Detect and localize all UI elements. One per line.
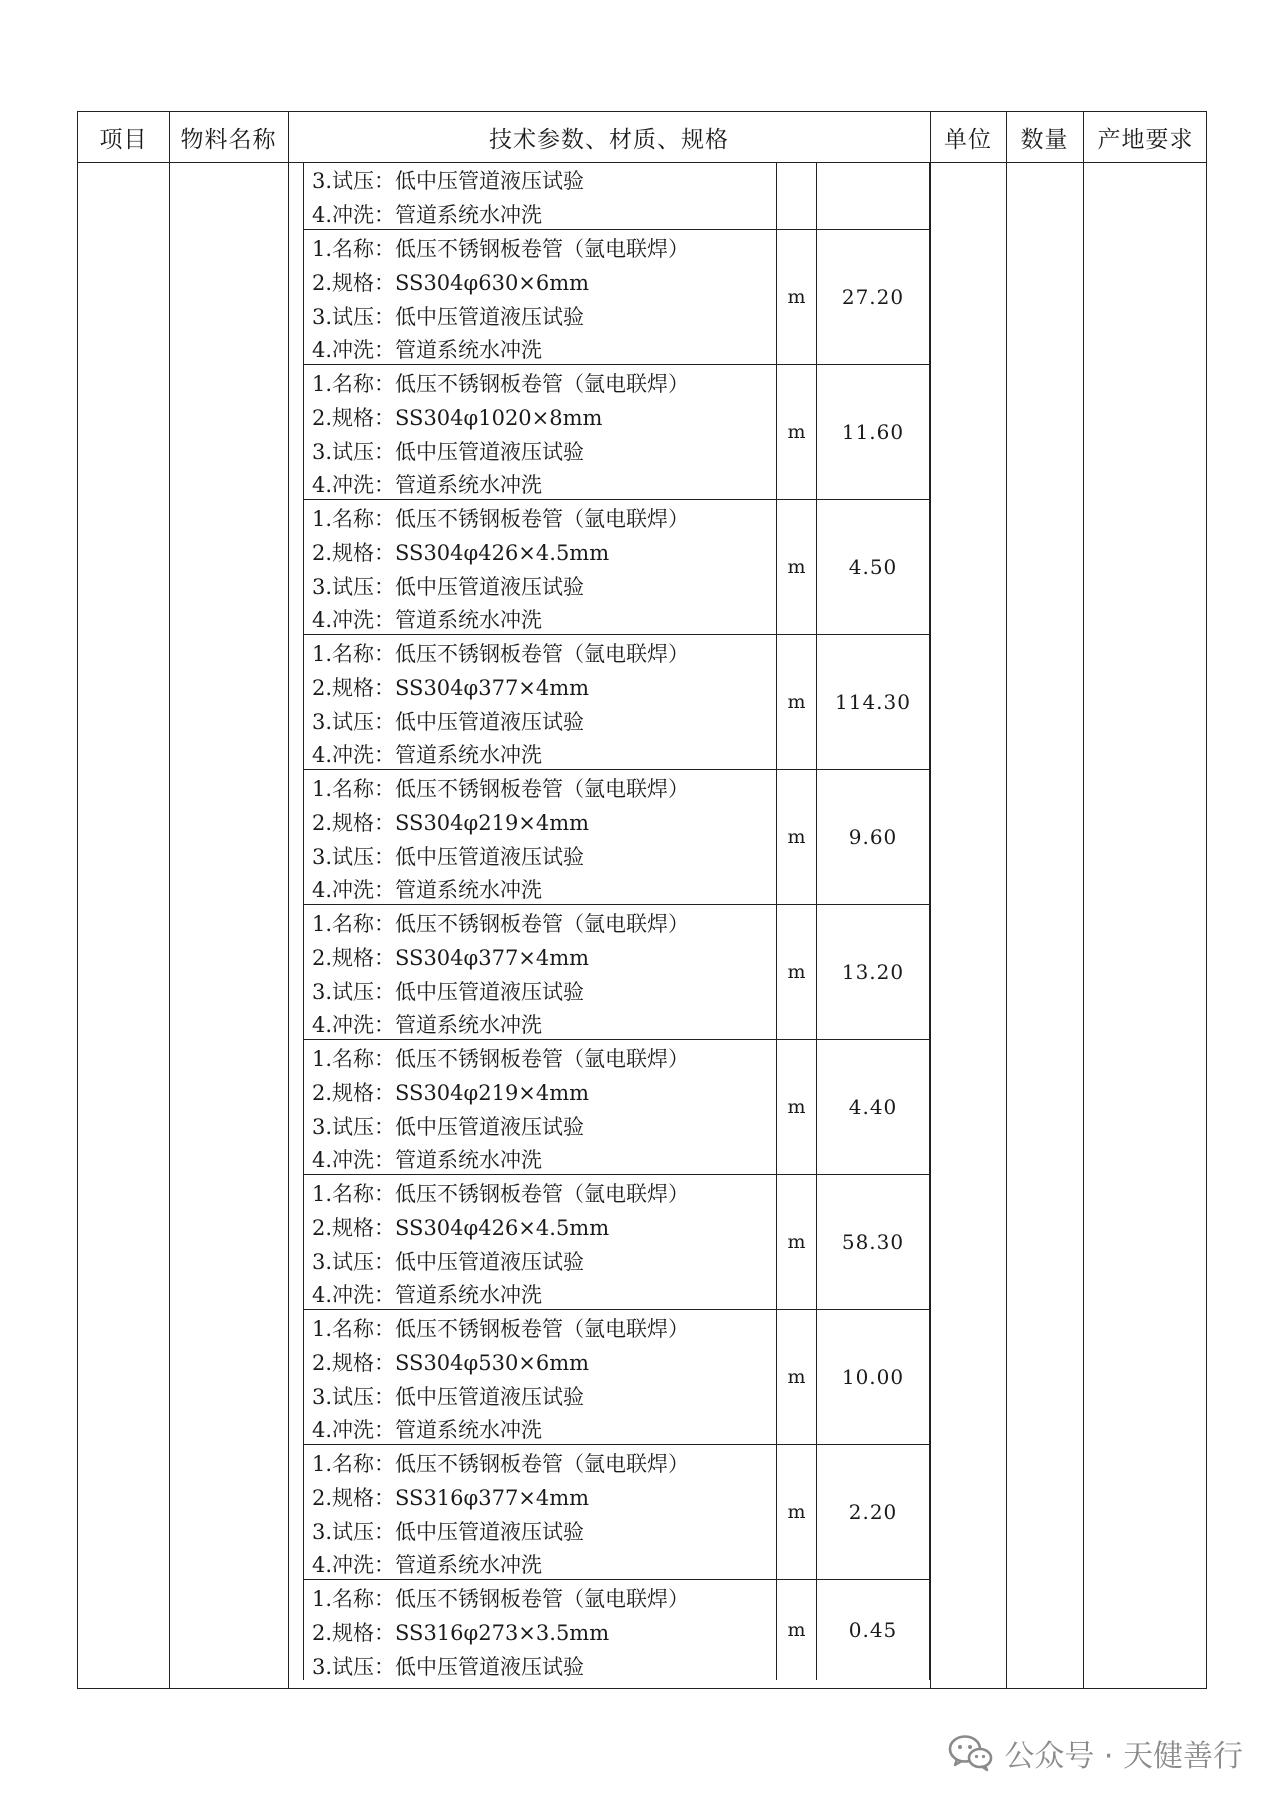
spec-line: 2.规格：SS304φ219×4mm	[312, 810, 590, 835]
unit-cell: m	[777, 500, 817, 634]
quantity-cell: 114.30	[835, 690, 911, 714]
spec-line: 4.冲洗：管道系统水冲洗	[312, 1418, 543, 1443]
table-row	[304, 1040, 929, 1175]
spec-cell	[304, 770, 777, 904]
table-row	[304, 500, 929, 635]
spec-line: 3.试压：低中压管道液压试验	[312, 304, 585, 329]
spec-line: 3.试压：低中压管道液压试验	[312, 1114, 585, 1139]
watermark-text: 公众号 · 天健善行	[1004, 1739, 1243, 1774]
watermark	[948, 1731, 1243, 1775]
column-divider	[1083, 112, 1084, 1688]
spec-line: 1.名称：低压不锈钢板卷管（氩电联焊）	[312, 912, 690, 936]
unit-cell: m	[777, 1580, 817, 1680]
table-row	[304, 635, 929, 770]
table-row	[304, 1175, 929, 1310]
spec-line: 3.试压：低中压管道液压试验	[312, 709, 585, 734]
unit-cell: m	[777, 1040, 817, 1174]
column-divider	[169, 112, 170, 1688]
spec-line: 4.冲洗：管道系统水冲洗	[312, 1013, 543, 1038]
spec-line: 2.规格：SS304φ377×4mm	[312, 675, 590, 700]
quantity-cell: 0.45	[848, 1618, 898, 1642]
spec-line: 1.名称：低压不锈钢板卷管（氩电联焊）	[312, 1182, 690, 1206]
spec-cell	[304, 905, 777, 1039]
spec-line: 3.试压：低中压管道液压试验	[312, 439, 585, 464]
table-row	[304, 1445, 929, 1580]
header-spec: 技术参数、材质、规格	[489, 126, 729, 153]
spec-cell	[304, 1175, 777, 1309]
table-row	[304, 1580, 929, 1680]
header-origin: 产地要求	[1097, 126, 1194, 153]
spec-line: 1.名称：低压不锈钢板卷管（氩电联焊）	[312, 642, 690, 666]
spec-line: 2.规格：SS304φ219×4mm	[312, 1080, 590, 1105]
spec-line: 4.冲洗：管道系统水冲洗	[312, 1553, 543, 1578]
spec-line: 1.名称：低压不锈钢板卷管（氩电联焊）	[312, 507, 690, 531]
quantity-cell: 9.60	[848, 825, 898, 849]
spec-line: 2.规格：SS304φ1020×8mm	[312, 405, 603, 430]
quantity-cell: 4.50	[848, 555, 898, 579]
header-material-name: 物料名称	[180, 126, 277, 153]
spec-line: 4.冲洗：管道系统水冲洗	[312, 473, 543, 498]
quantity-cell: 27.20	[841, 285, 905, 309]
spec-line: 1.名称：低压不锈钢板卷管（氩电联焊）	[312, 1317, 690, 1341]
spec-line: 4.冲洗：管道系统水冲洗	[312, 1283, 543, 1308]
spec-cell	[304, 635, 777, 769]
unit-cell: m	[777, 905, 817, 1039]
spec-line: 3.试压：低中压管道液压试验	[312, 1249, 585, 1274]
spec-line: 4.冲洗：管道系统水冲洗	[312, 1148, 543, 1173]
spec-cell	[304, 1310, 777, 1444]
table-row	[304, 162, 929, 230]
unit-cell	[777, 162, 817, 229]
spec-line: 4.冲洗：管道系统水冲洗	[312, 878, 543, 903]
spec-line: 3.试压：低中压管道液压试验	[312, 169, 585, 193]
table-row	[304, 365, 929, 500]
quantity-cell: 4.40	[848, 1095, 898, 1119]
spec-line: 1.名称：低压不锈钢板卷管（氩电联焊）	[312, 1047, 690, 1071]
spec-line: 4.冲洗：管道系统水冲洗	[312, 608, 543, 633]
spec-line: 1.名称：低压不锈钢板卷管（氩电联焊）	[312, 237, 690, 261]
wechat-logo-icon	[948, 1734, 994, 1772]
quantity-cell: 10.00	[841, 1365, 905, 1389]
spec-line: 2.规格：SS304φ530×6mm	[312, 1350, 590, 1375]
spec-subtable	[303, 162, 930, 1680]
spec-line: 3.试压：低中压管道液压试验	[312, 1519, 585, 1544]
quantity-cell: 58.30	[841, 1230, 905, 1254]
unit-cell: m	[777, 635, 817, 769]
column-divider	[288, 112, 289, 1688]
spec-line: 2.规格：SS304φ426×4.5mm	[312, 1215, 610, 1240]
column-divider	[1006, 112, 1007, 1688]
spec-line: 2.规格：SS316φ273×3.5mm	[312, 1620, 610, 1645]
unit-cell: m	[777, 770, 817, 904]
spec-line: 4.冲洗：管道系统水冲洗	[312, 743, 543, 768]
table-row	[304, 905, 929, 1040]
spec-line: 2.规格：SS316φ377×4mm	[312, 1485, 590, 1510]
spec-line: 3.试压：低中压管道液压试验	[312, 1384, 585, 1409]
spec-line: 2.规格：SS304φ377×4mm	[312, 945, 590, 970]
header-unit: 单位	[944, 126, 992, 153]
spec-cell	[304, 500, 777, 634]
unit-cell: m	[777, 365, 817, 499]
table-row	[304, 1310, 929, 1445]
unit-cell: m	[777, 230, 817, 364]
spec-line: 2.规格：SS304φ630×6mm	[312, 270, 590, 295]
spec-cell	[304, 1040, 777, 1174]
spec-line: 4.冲洗：管道系统水冲洗	[312, 202, 543, 227]
spec-line: 1.名称：低压不锈钢板卷管（氩电联焊）	[312, 372, 690, 396]
spec-line: 3.试压：低中压管道液压试验	[312, 1654, 585, 1679]
unit-cell: m	[777, 1310, 817, 1444]
material-table	[77, 111, 1207, 1689]
spec-line: 1.名称：低压不锈钢板卷管（氩电联焊）	[312, 777, 690, 801]
quantity-cell	[817, 162, 929, 229]
spec-line: 3.试压：低中压管道液压试验	[312, 979, 585, 1004]
spec-line: 1.名称：低压不锈钢板卷管（氩电联焊）	[312, 1587, 690, 1611]
column-divider	[930, 112, 931, 1688]
table-row	[304, 230, 929, 365]
header-quantity: 数量	[1020, 126, 1069, 153]
quantity-cell: 13.20	[841, 960, 905, 984]
spec-cell	[304, 1580, 777, 1680]
spec-cell	[304, 1445, 777, 1579]
table-row	[304, 770, 929, 905]
spec-line: 3.试压：低中压管道液压试验	[312, 574, 585, 599]
spec-line: 2.规格：SS304φ426×4.5mm	[312, 540, 610, 565]
spec-line: 3.试压：低中压管道液压试验	[312, 844, 585, 869]
quantity-cell: 2.20	[848, 1500, 898, 1524]
spec-cell	[304, 365, 777, 499]
spec-cell	[304, 162, 777, 229]
spec-line: 4.冲洗：管道系统水冲洗	[312, 338, 543, 363]
spec-cell	[304, 230, 777, 364]
unit-cell: m	[777, 1175, 817, 1309]
header-project: 项目	[99, 126, 148, 153]
unit-cell: m	[777, 1445, 817, 1579]
spec-line: 1.名称：低压不锈钢板卷管（氩电联焊）	[312, 1452, 690, 1476]
quantity-cell: 11.60	[841, 420, 905, 444]
